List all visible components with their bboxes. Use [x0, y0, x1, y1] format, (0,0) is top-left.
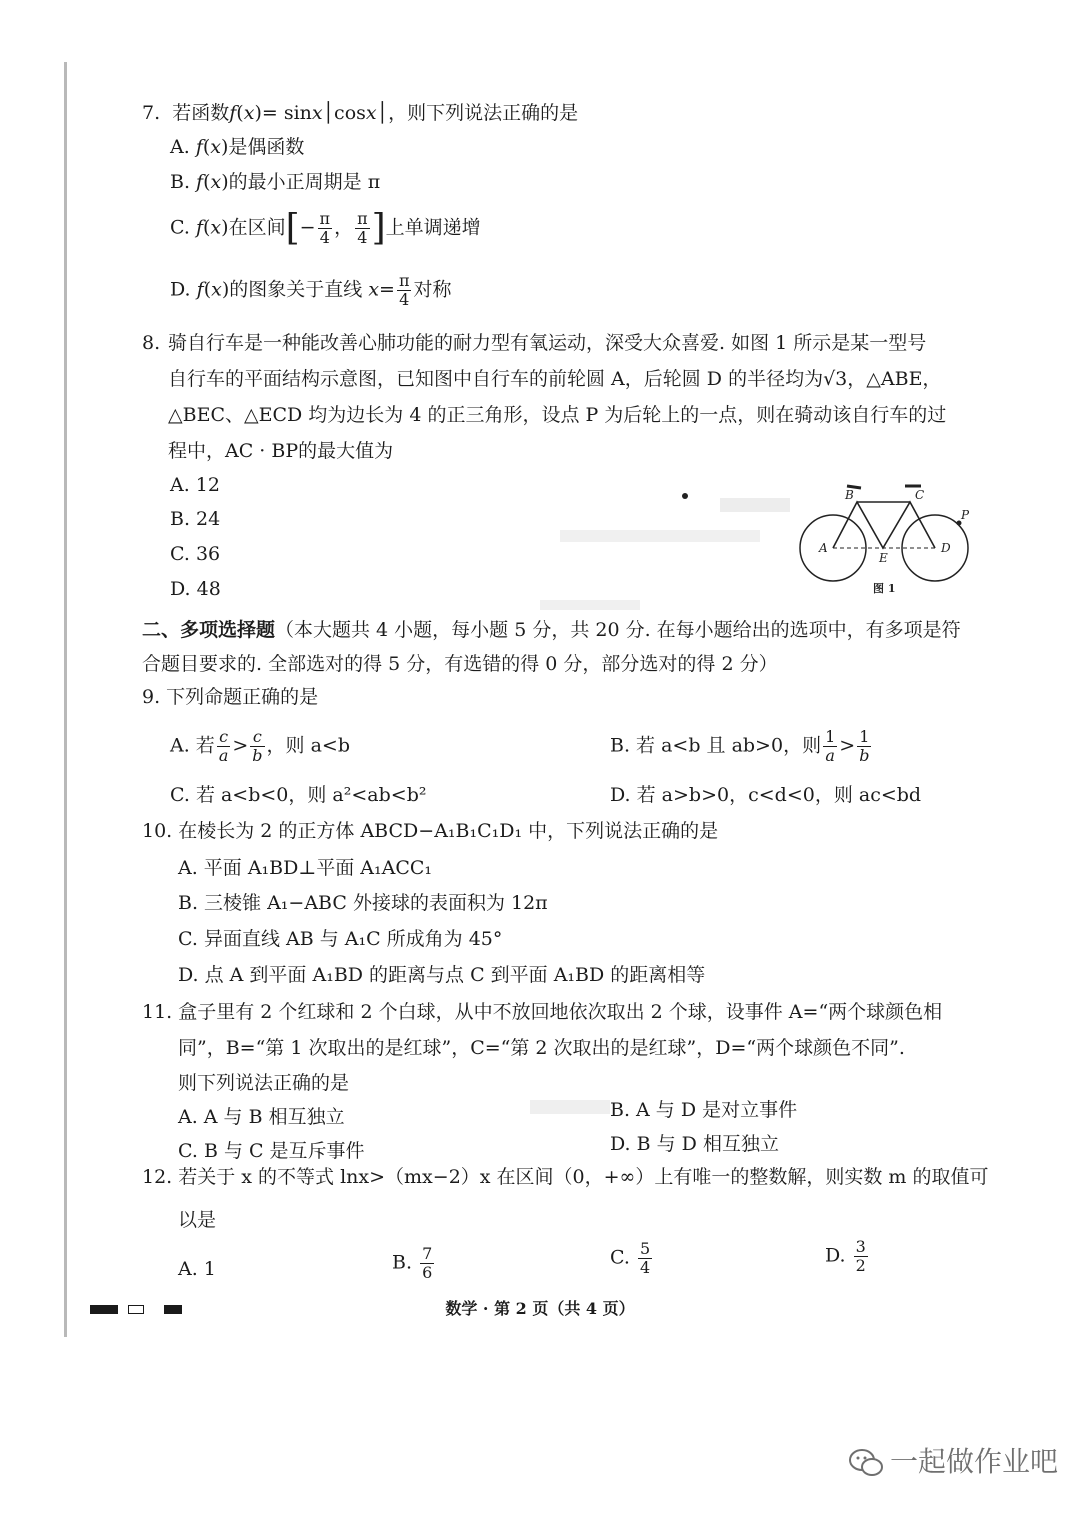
q11-option-d: D. B 与 D 相互独立: [610, 1133, 779, 1155]
q9-option-b: B. 若 a<b 且 ab>0，则 $\frac{1}{a}$ > $\frac{1}{b}$: [610, 727, 870, 765]
q7-option-a: A. f(x)是偶函数: [170, 136, 305, 158]
q12-option-c: C. $\frac{5}{4}$: [610, 1239, 651, 1277]
bleed-through: [560, 530, 760, 542]
q10-option-a: A. 平面 A₁BD⊥平面 A₁ACC₁: [178, 857, 433, 879]
watermark: 一起做作业吧: [848, 1440, 1058, 1480]
q8-option-b: B. 24: [170, 508, 221, 530]
label-e: E: [879, 551, 888, 565]
q11-line-3: 则下列说法正确的是: [178, 1072, 350, 1094]
q9-option-d: D. 若 a>b>0，c<d<0，则 ac<bd: [610, 784, 922, 806]
q7-stem: 7. 若函数f(x)= sinx│cosx│，则下列说法正确的是: [142, 102, 579, 124]
q12-line-1: 12. 若关于 x 的不等式 lnx>（mx−2）x 在区间（0，+∞）上有唯一的整数解，则实数 m 的取值可: [142, 1166, 989, 1188]
label-a: A: [819, 541, 828, 555]
page-footer: 数学 · 第 2 页（共 4 页）: [445, 1299, 635, 1318]
q11-line-1: 11. 盒子里有 2 个红球和 2 个白球，从中不放回地依次取出 2 个球，设事件 A=“两个球颜色相: [142, 1001, 943, 1023]
q9-stem: 9. 下列命题正确的是: [142, 686, 319, 708]
section-2-heading: 二、多项选择题（本大题共 4 小题，每小题 5 分，共 20 分. 在每小题给出的选项中，有多项是符合题目要求的. 全部选对的得 5 分，有选错的得 0 分，部分选对的得 2 分）: [142, 619, 961, 675]
label-b: B: [845, 488, 854, 502]
q10-option-d: D. 点 A 到平面 A₁BD 的距离与点 C 到平面 A₁BD 的距离相等: [178, 964, 706, 986]
label-p: P: [961, 508, 970, 522]
bleed-through: [530, 1100, 610, 1114]
q8-number: 8.: [142, 332, 161, 354]
figure-caption: 图 1: [873, 582, 896, 595]
label-d: D: [941, 541, 951, 555]
q10-stem: 10. 在棱长为 2 的正方体 ABCD−A₁B₁C₁D₁ 中，下列说法正确的是: [142, 820, 719, 842]
q7-option-c: C. f(x)在区间[− $\frac{\pi}{4}$ ， $\frac{\pi}{4}$ ]上单调递增: [170, 207, 481, 249]
q8-stem: 骑自行车是一种能改善心肺功能的耐力型有氧运动，深受大众喜爱. 如图 1 所示是某一型号 自行车的平面结构示意图，已知图中自行车的前轮圆 A，后轮圆 D 的半径均为√3，△ABE， △BEC、△ECD 均为边长为 4 的正三角形，设点 P 为后轮上的一点，则在骑动该自行车的过 程中，AC · BP的最大值为: [168, 332, 947, 462]
bicycle-figure: [795, 478, 975, 598]
q7-option-d: D. f(x)的图象关于直线 x= $\frac{\pi}{4}$ 对称: [170, 271, 452, 309]
q8-option-c: C. 36: [170, 543, 221, 565]
q9-option-c: C. 若 a<b<0，则 a²<ab<b²: [170, 784, 427, 806]
label-c: C: [915, 488, 925, 502]
q12-option-d: D. $\frac{3}{2}$: [825, 1237, 866, 1275]
q12-line-2: 以是: [178, 1209, 217, 1231]
frame-lines: [833, 502, 935, 548]
q9-option-a: A. 若 $\frac{c}{a}$ > $\frac{c}{b}$ ，则 a<b: [170, 727, 350, 765]
q12-option-b: B. $\frac{7}{6}$: [392, 1244, 433, 1282]
q11-option-a: A. A 与 B 相互独立: [178, 1106, 345, 1128]
q12-option-a: A. 1: [178, 1258, 216, 1280]
q8-option-a: A. 12: [170, 474, 220, 496]
q10-option-b: B. 三棱锥 A₁−ABC 外接球的表面积为 12π: [178, 892, 548, 914]
bleed-through: [720, 498, 790, 512]
q11-option-c: C. B 与 C 是互斥事件: [178, 1140, 365, 1162]
bleed-through: [540, 600, 640, 610]
q10-option-c: C. 异面直线 AB 与 A₁C 所成角为 45°: [178, 928, 503, 950]
page-edge: [64, 62, 67, 1337]
q11-option-b: B. A 与 D 是对立事件: [610, 1099, 798, 1121]
q8-option-d: D. 48: [170, 578, 221, 600]
stray-dot: [682, 493, 688, 499]
q11-line-2: 同”，B=“第 1 次取出的是红球”，C=“第 2 次取出的是红球”，D=“两个球颜色不同”.: [178, 1037, 905, 1059]
wechat-icon: [848, 1448, 884, 1478]
q7-option-b: B. f(x)的最小正周期是 π: [170, 171, 381, 193]
